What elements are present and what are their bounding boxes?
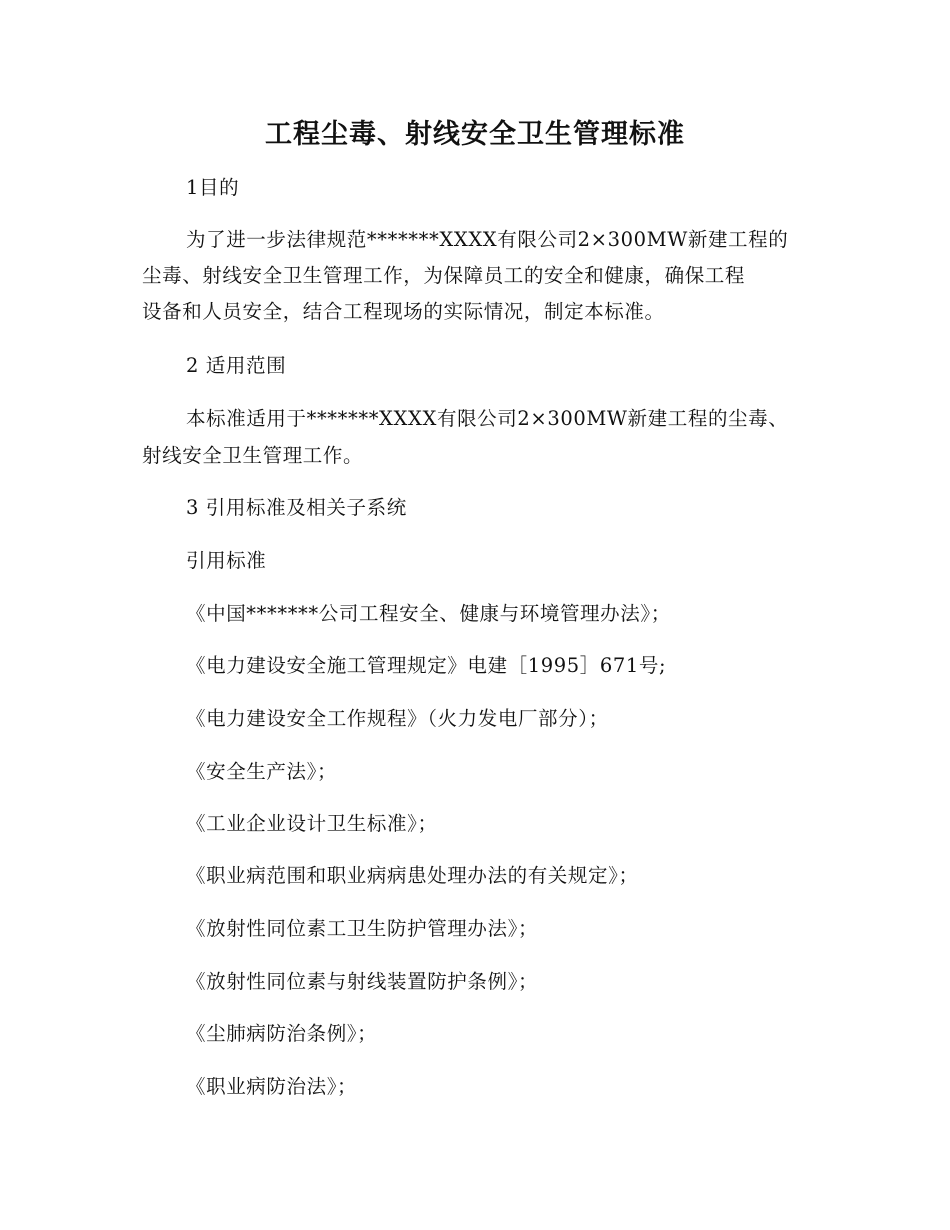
reference-item: 《中国*******公司工程安全、健康与环境管理办法》；: [186, 602, 671, 625]
reference-item: 《电力建设安全工作规程》（火力发电厂部分）；: [186, 707, 609, 730]
section2-para-line-1: 本标准适用于*******XXXX有限公司2×300MW新建工程的尘毒、: [186, 407, 789, 430]
section1-para-line-3: 设备和人员安全，结合工程现场的实际情况，制定本标准。: [142, 300, 665, 323]
section1-para-line-2: 尘毒、射线安全卫生管理工作，为保障员工的安全和健康，确保工程: [142, 264, 746, 287]
reference-item: 《放射性同位素与射线装置防护条例》；: [186, 970, 539, 993]
reference-item: 《放射性同位素工卫生防护管理办法》；: [186, 917, 539, 940]
section2-para-line-2: 射线安全卫生管理工作。: [142, 444, 364, 467]
reference-item: 《职业病范围和职业病病患处理办法的有关规定》；: [186, 864, 639, 887]
reference-item: 《职业病防治法》；: [186, 1075, 358, 1098]
reference-item: 《电力建设安全施工管理规定》电建［1995］671号;: [186, 654, 667, 677]
section1-para-line-1: 为了进一步法律规范*******XXXX有限公司2×300MW新建工程的: [186, 228, 789, 251]
document-title: 工程尘毒、射线安全卫生管理标准: [265, 119, 685, 150]
section2-heading: 2 适用范围: [186, 354, 287, 377]
references-heading: 引用标准: [186, 549, 267, 572]
reference-item: 《工业企业设计卫生标准》；: [186, 812, 438, 835]
section1-heading: 1目的: [186, 176, 240, 199]
reference-item: 《尘肺病防治条例》；: [186, 1022, 378, 1045]
reference-item: 《安全生产法》；: [186, 760, 338, 783]
section3-heading: 3 引用标准及相关子系统: [186, 496, 407, 519]
